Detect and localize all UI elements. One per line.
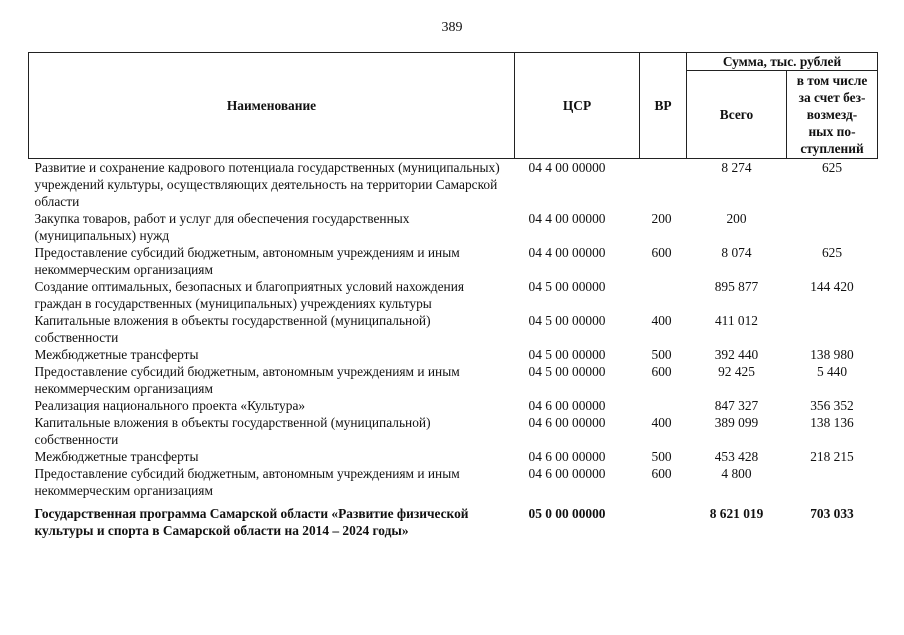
table-row xyxy=(29,278,878,312)
row-free xyxy=(787,312,878,346)
row-free: 5 440 xyxy=(816,364,848,379)
row-csr: 04 5 00 00000 xyxy=(528,313,606,328)
row-vr: 400 xyxy=(651,415,672,430)
row-free: 138 136 xyxy=(810,415,854,430)
row-name: Межбюджетные трансферты xyxy=(34,347,199,362)
row-name: Создание оптимальных, безопасных и благоприятных условий нахождения граждан в государственных (муниципальных) учреждениях культуры xyxy=(34,279,465,311)
row-vr: 600 xyxy=(651,466,672,481)
row-total: 4 800 xyxy=(721,466,752,481)
row-vr xyxy=(640,278,687,312)
header-csr: ЦСР xyxy=(515,53,640,159)
table-row-program xyxy=(29,499,878,539)
row-name: Предоставление субсидий бюджетным, автономным учреждениям и иным некоммерческим организациям xyxy=(34,466,460,498)
row-vr: 600 xyxy=(651,245,672,260)
row-name: Капитальные вложения в объекты государственной (муниципальной) собственности xyxy=(34,415,431,447)
row-free: 356 352 xyxy=(810,398,854,413)
row-vr: 600 xyxy=(651,364,672,379)
header-name: Наименование xyxy=(29,53,515,159)
header-free-line: возмезд- xyxy=(806,107,858,122)
row-name: Развитие и сохранение кадрового потенциала государственных (муниципальных) учреждений культуры, осуществляющих деятельность на территории Самарской области xyxy=(34,160,500,209)
table-row xyxy=(29,244,878,278)
row-free xyxy=(787,210,878,244)
row-total: 847 327 xyxy=(714,398,759,413)
row-vr xyxy=(640,397,687,414)
row-name: Предоставление субсидий бюджетным, автономным учреждениям и иным некоммерческим организациям xyxy=(34,245,460,277)
row-vr: 200 xyxy=(651,211,672,226)
row-csr: 04 6 00 00000 xyxy=(528,466,606,481)
budget-table xyxy=(28,52,878,539)
row-csr: 05 0 00 00000 xyxy=(528,506,606,521)
table-row xyxy=(29,312,878,346)
row-total: 200 xyxy=(726,211,747,226)
row-total: 411 012 xyxy=(714,313,759,328)
row-vr xyxy=(640,159,687,211)
row-total: 8 074 xyxy=(721,245,752,260)
row-csr: 04 5 00 00000 xyxy=(528,364,606,379)
row-total: 8 621 019 xyxy=(709,506,764,521)
header-free-line: ных по- xyxy=(808,124,856,139)
header-sum: Сумма, тыс. рублей xyxy=(687,53,878,71)
header-free-line: ступлений xyxy=(800,141,864,156)
table-row xyxy=(29,346,878,363)
row-csr: 04 4 00 00000 xyxy=(528,245,606,260)
row-total: 8 274 xyxy=(721,160,752,175)
row-name: Предоставление субсидий бюджетным, автономным учреждениям и иным некоммерческим организациям xyxy=(34,364,460,396)
row-free xyxy=(787,465,878,499)
row-free: 144 420 xyxy=(810,279,854,294)
row-free: 138 980 xyxy=(810,347,854,362)
table-row xyxy=(29,448,878,465)
row-vr: 500 xyxy=(651,347,672,362)
row-total: 389 099 xyxy=(714,415,759,430)
row-vr: 500 xyxy=(651,449,672,464)
row-csr: 04 5 00 00000 xyxy=(528,347,606,362)
row-csr: 04 5 00 00000 xyxy=(528,279,606,294)
row-name: Реализация национального проекта «Культура» xyxy=(34,398,306,413)
row-csr: 04 6 00 00000 xyxy=(528,415,606,430)
row-free: 625 xyxy=(821,160,843,175)
row-free: 218 215 xyxy=(810,449,854,464)
row-csr: 04 4 00 00000 xyxy=(528,160,606,175)
table-row xyxy=(29,414,878,448)
row-free: 625 xyxy=(821,245,843,260)
row-total: 92 425 xyxy=(718,364,755,379)
header-free xyxy=(787,71,878,159)
table-row xyxy=(29,465,878,499)
row-csr: 04 6 00 00000 xyxy=(528,398,606,413)
table-row xyxy=(29,397,878,414)
page-number: 389 xyxy=(441,20,463,35)
row-total: 392 440 xyxy=(714,347,759,362)
row-csr: 04 6 00 00000 xyxy=(528,449,606,464)
row-name: Капитальные вложения в объекты государственной (муниципальной) собственности xyxy=(34,313,431,345)
table-row xyxy=(29,159,878,211)
table-header xyxy=(29,53,878,159)
row-total: 895 877 xyxy=(714,279,759,294)
row-vr: 400 xyxy=(651,313,672,328)
header-free-line: в том числе xyxy=(796,73,868,88)
header-total: Всего xyxy=(687,71,787,159)
row-total: 453 428 xyxy=(714,449,759,464)
row-free: 703 033 xyxy=(810,506,854,521)
row-name: Закупка товаров, работ и услуг для обеспечения государственных (муниципальных) нужд xyxy=(34,211,410,243)
row-vr xyxy=(640,499,687,539)
table-row xyxy=(29,363,878,397)
header-vr: ВР xyxy=(640,53,687,159)
table-body xyxy=(29,159,878,540)
table-row xyxy=(29,210,878,244)
header-free-line: за счет без- xyxy=(798,90,866,105)
row-name: Государственная программа Самарской области «Развитие физической культуры и спорта в Самарской области на 2014 – 2024 годы» xyxy=(34,506,469,538)
row-csr: 04 4 00 00000 xyxy=(528,211,606,226)
row-name: Межбюджетные трансферты xyxy=(34,449,199,464)
